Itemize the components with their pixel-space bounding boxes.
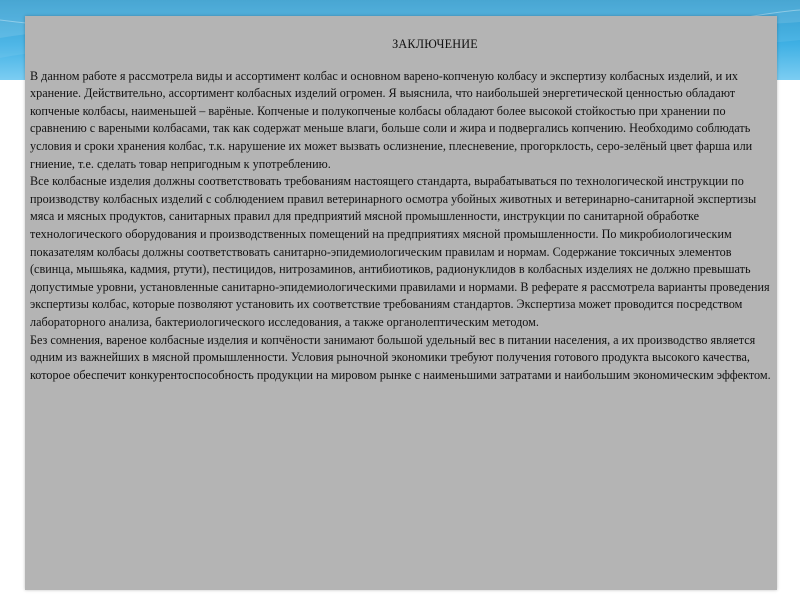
paragraph-1: В данном работе я рассмотрела виды и ассортимент колбас и основном варено-копченую колбасу и экспертизу колбасных изделий, и их хранение. Действительно, ассортимент колбасных изделий огромен. Я выяснила, что наибольшей энергетической ценностью обладают копченые колбасы, наименьшей – варёные. Копченые и полукопченые колбасы обладают более высокой стойкостью при хранении по сравнению с вареными колбасами, так как содержат меньше влаги, больше соли и жира и подвергались копчению. Необходимо соблюдать условия и сроки хранения колбас, т.к. нарушение их может вызвать ослизнение, плесневение, прогорклость, серо-зелёный цвет фарша или гниение, т.е. сделать товар непригодным к употреблению. <box>30 68 753 171</box>
paragraph-2: Все колбасные изделия должны соответствовать требованиям настоящего стандарта, вырабатываться по технологической инструкции по производству колбасных изделий с соблюдением правил ветеринарного осмотра убойных животных и ветеринарно-санитарной экспертизы мяса и мясных продуктов, санитарных правил для предприятий мясной промышленности, инструкции по санитарной обработке технологического оборудования и производственных помещений на предприятиях мясной промышленности. По микробиологическим показателям колбасы должны соответствовать санитарно-эпидемиологическим правилам и нормам. Содержание токсичных элементов (свинца, мышьяка, кадмия, ртути), пестицидов, нитрозаминов, антибиотиков, радионуклидов в колбасных изделиях не должно превышать допустимые уровни, установленные санитарно-эпидемиологическими правилами и нормами. В реферате я рассмотрела варианты проведения экспертизы колбас, которые позволяют установить их соответствие требованиям стандартов. Экспертиза может проводится посредством лабораторного анализа, бактериологического исследования, а также органолептическим методом. <box>30 174 770 329</box>
slide-content <box>30 20 774 384</box>
slide-title: ЗАКЛЮЧЕНИЕ <box>392 37 478 51</box>
paragraph-3: Без сомнения, вареное колбасные изделия и копчёности занимают большой удельный вес в питании населения, а их производство является одним из важнейших в мясной промышленности. Условия рыночной экономики требуют получения готового продукта высокого качества, которое обеспечит конкурентоспособность продукции на мировом рынке с наименьшими затратами и наибольшим экономическим эффектом. <box>30 332 771 382</box>
